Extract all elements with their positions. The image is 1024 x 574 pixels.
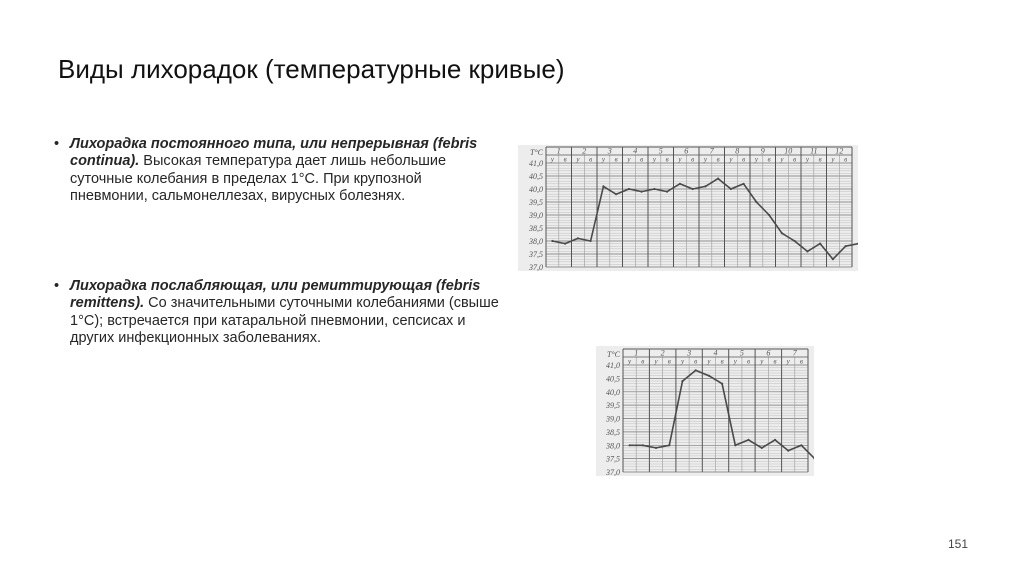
temperature-point (806, 250, 808, 252)
temperature-chart-remittens (596, 346, 814, 476)
bullet-marker: • (54, 278, 60, 295)
y-tick-label: 40,5 (606, 374, 620, 384)
temperature-point (615, 193, 617, 195)
day-label: 11 (810, 146, 818, 156)
chart-svg (518, 145, 858, 271)
temperature-point (721, 383, 723, 385)
time-label: у (729, 155, 733, 164)
temperature-point (708, 375, 710, 377)
temperature-point (768, 214, 770, 216)
slide-title: Виды лихорадок (температурные кривые) (58, 54, 565, 84)
temperature-point (800, 444, 802, 446)
temperature-point (641, 191, 643, 193)
day-label: 5 (658, 146, 663, 156)
time-label: в (667, 357, 671, 366)
time-label: у (754, 155, 758, 164)
time-label: у (703, 155, 707, 164)
time-label: у (733, 357, 737, 366)
day-label: 4 (633, 146, 638, 156)
day-label: 1 (634, 348, 639, 358)
time-label: в (793, 155, 797, 164)
temperature-point (761, 447, 763, 449)
y-tick-label: 39,0 (606, 414, 620, 424)
temperature-point (781, 232, 783, 234)
temperature-series-line (552, 179, 858, 260)
bullet-text-block (70, 278, 500, 347)
temperature-point (704, 185, 706, 187)
time-label: в (818, 155, 822, 164)
time-label: у (550, 155, 554, 164)
temperature-point (774, 439, 776, 441)
y-tick-label: 39,5 (529, 198, 543, 207)
temperature-point (628, 188, 630, 190)
temperature-point (695, 369, 697, 371)
temperature-point (755, 201, 757, 203)
time-label: у (831, 155, 835, 164)
day-label: 7 (709, 146, 714, 156)
grid (623, 349, 808, 472)
bullet-continua (50, 136, 500, 205)
axis-label: T°C (530, 148, 543, 157)
y-tick-label: 40,5 (529, 172, 543, 181)
temperature-chart-continua (518, 145, 858, 271)
time-label: в (691, 155, 695, 164)
temperature-point (845, 245, 847, 247)
page-number: 151 (947, 537, 968, 551)
bullet-lead: Лихорадка послабляющая, или ремиттирующая (febris remittens). (70, 278, 481, 312)
temperature-point (794, 240, 796, 242)
temperature-point (666, 191, 668, 193)
temperature-point (564, 243, 566, 245)
temperature-point (629, 444, 631, 446)
day-label: 2 (660, 348, 665, 358)
temperature-point (787, 450, 789, 452)
temperature-point (730, 188, 732, 190)
y-tick-label: 40,0 (529, 185, 543, 194)
time-label: у (707, 357, 711, 366)
time-label: в (773, 357, 777, 366)
day-label: 3 (607, 146, 612, 156)
temperature-point (717, 178, 719, 180)
temperature-point (551, 240, 553, 242)
time-label: у (652, 155, 656, 164)
time-label: у (760, 357, 764, 366)
temperature-point (819, 243, 821, 245)
temperature-point (734, 444, 736, 446)
temperature-point (668, 444, 670, 446)
day-label: 10 (784, 146, 793, 156)
temperature-point (747, 439, 749, 441)
time-label: у (576, 155, 580, 164)
temperature-point (655, 447, 657, 449)
day-label: 4 (713, 348, 718, 358)
y-tick-label: 37,0 (606, 468, 620, 476)
time-label: у (786, 357, 790, 366)
day-label: 6 (684, 146, 689, 156)
time-label: в (767, 155, 771, 164)
time-label: в (799, 357, 803, 366)
time-label: у (678, 155, 682, 164)
y-tick-label: 39,0 (529, 211, 543, 220)
y-tick-label: 38,5 (606, 427, 620, 437)
y-tick-label: 39,5 (606, 401, 620, 411)
y-tick-label: 37,0 (529, 263, 543, 271)
time-label: у (680, 357, 685, 366)
temperature-point (832, 258, 834, 260)
day-label: 3 (687, 348, 692, 358)
time-label: в (641, 357, 645, 366)
grid (546, 147, 852, 267)
temperature-point (692, 188, 694, 190)
bullet-text-block (70, 136, 500, 205)
temperature-point (602, 185, 604, 187)
time-label: в (665, 155, 669, 164)
bullet-marker: • (54, 136, 60, 152)
y-tick-label: 40,0 (606, 387, 620, 397)
axis-label: T°C (607, 350, 620, 359)
time-label: в (640, 155, 644, 164)
temperature-point (743, 183, 745, 185)
bullet-remittens (50, 278, 500, 347)
y-tick-label: 38,5 (529, 224, 543, 233)
day-label: 8 (735, 146, 740, 156)
temperature-point (679, 183, 681, 185)
chart-svg (596, 346, 814, 476)
time-label: в (694, 357, 698, 366)
time-label: в (742, 155, 746, 164)
time-label: у (627, 155, 631, 164)
time-label: в (720, 357, 724, 366)
time-label: у (805, 155, 809, 164)
temperature-point (681, 380, 683, 382)
time-label: в (844, 155, 848, 164)
time-label: в (589, 155, 593, 164)
time-label: у (780, 155, 784, 164)
day-label: 6 (766, 348, 771, 358)
temperature-point (642, 444, 644, 446)
temperature-point (653, 188, 655, 190)
y-tick-label: 38,0 (606, 441, 620, 451)
time-label: в (563, 155, 567, 164)
day-label: 5 (739, 348, 744, 358)
y-tick-label: 37,5 (529, 250, 543, 259)
temperature-point (577, 237, 579, 239)
y-tick-label: 41,0 (606, 361, 620, 370)
day-label: 2 (582, 146, 587, 156)
time-label: у (654, 357, 658, 366)
y-tick-label: 37,5 (606, 454, 620, 464)
day-label: 9 (760, 146, 765, 156)
time-label: в (746, 357, 751, 366)
temperature-point (590, 240, 592, 242)
bullet-body: Со значительными суточными колебаниями (свыше 1°С); встречается при катаральной пневмонии, сепсисах и других инфекционных заболеваниях. (70, 295, 499, 347)
day-label: 7 (792, 348, 797, 358)
bullet-list (50, 136, 500, 347)
y-tick-label: 38,0 (529, 237, 543, 246)
day-label: 1 (556, 146, 561, 156)
y-tick-label: 41,0 (529, 159, 543, 168)
time-label: у (601, 155, 605, 164)
time-label: в (716, 155, 720, 164)
day-label: 12 (835, 146, 844, 156)
time-label: у (628, 357, 632, 366)
time-label: в (614, 155, 618, 164)
bullet-lead: Лихорадка постоянного типа, или непрерывная (febris continua). (70, 136, 478, 170)
bullet-body: Высокая температура дает лишь небольшие суточные колебания в пределах 1°С. При крупозной пневмонии, сальмонеллезах, вирусных болезнях. (70, 153, 447, 204)
